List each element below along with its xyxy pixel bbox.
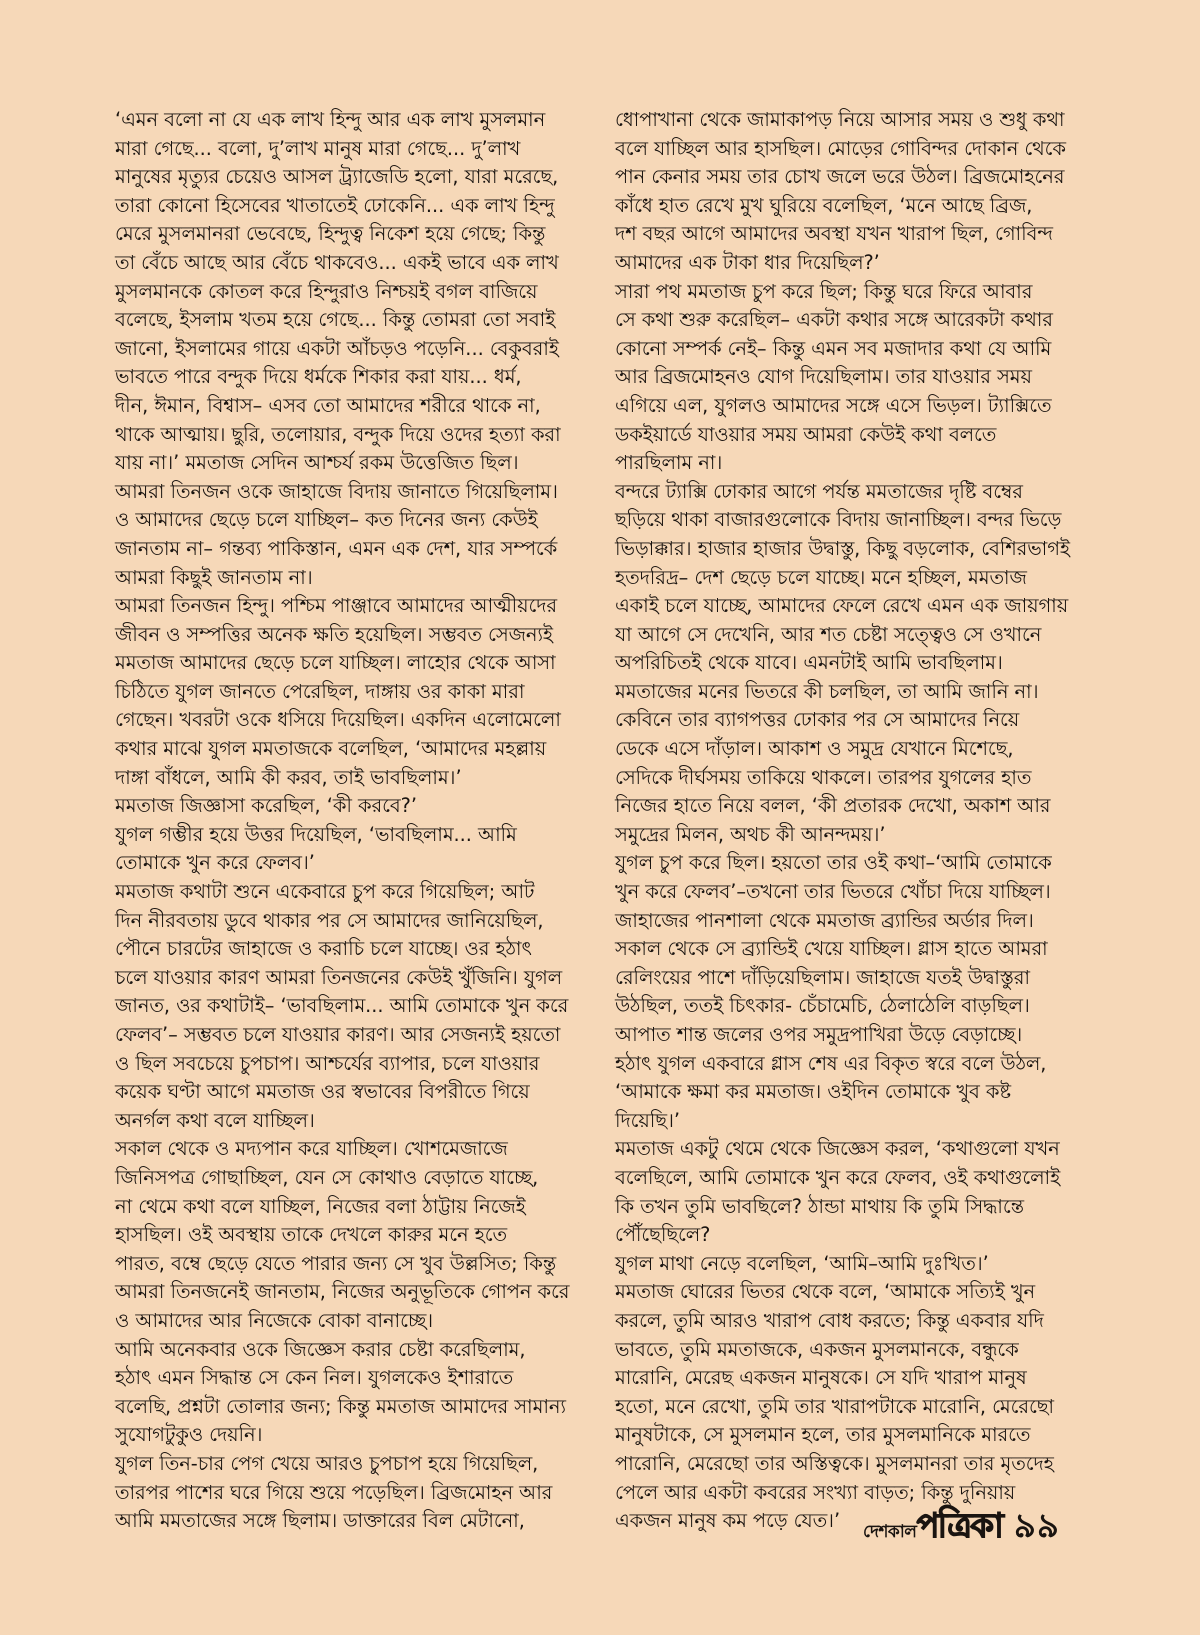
text-line: ভাবতে পারে বন্দুক দিয়ে ধর্মকে শিকার করা যায়... ধর্ম, — [115, 365, 522, 389]
text-line: মুসলমানকে কোতল করে হিন্দুরাও নিশ্চয়ই বগল বাজিয়ে — [115, 279, 538, 303]
text-line: আমি মমতাজের সঙ্গে ছিলাম। ডাক্তারের বিল মেটানো, — [115, 1509, 525, 1533]
text-line: মারা গেছে... বলো, দু’লাখ মানুষ মারা গেছে... দু’লাখ — [115, 136, 521, 160]
text-line: ভিড়াক্কার। হাজার হাজার উদ্বাস্তু, কিছু বড়লোক, বেশিরভাগই — [615, 536, 1070, 560]
text-line: হঠাৎ এমন সিদ্ধান্ত সে কেন নিল। যুগলকেও ইশারাতে — [115, 1366, 514, 1390]
text-line: তারা কোনো হিসেবের খাতাতেই ঢোকেনি... এক লাখ হিন্দু — [115, 193, 555, 217]
text-line: খুন করে ফেলব’–তখনো তার ভিতরে খোঁচা দিয়ে যাচ্ছিল। — [615, 880, 1051, 904]
text-line: পেলে আর একটা কবরের সংখ্যা বাড়ত; কিন্তু দুনিয়ায় — [615, 1480, 1016, 1504]
logo-big-text: পত্রিকা — [916, 1506, 1002, 1546]
text-line: চলে যাওয়ার কারণ আমরা তিনজনের কেউই খুঁজিনি। যুগল — [115, 965, 563, 989]
text-line: মমতাজ আমাদের ছেড়ে চলে যাচ্ছিল। লাহোর থেকে আসা — [115, 651, 556, 675]
text-line: অপরিচিতই থেকে যাবে। এমনটাই আমি ভাবছিলাম। — [615, 651, 1003, 675]
text-line: মারোনি, মেরেছ একজন মানুষকে। সে যদি খারাপ মানুষ — [615, 1366, 1027, 1390]
text-line: অনর্গল কথা বলে যাচ্ছিল। — [115, 1108, 315, 1132]
text-line: ‘আমাকে ক্ষমা কর মমতাজ। ওইদিন তোমাকে খুব কষ্ট — [615, 1080, 1011, 1104]
text-line: যুগল গম্ভীর হয়ে উত্তর দিয়েছিল, ‘ভাবছিলাম... আমি — [115, 822, 517, 846]
text-line: জানো, ইসলামের গায়ে একটা আঁচড়ও পড়েনি... বেকুবরাই — [115, 336, 559, 360]
text-line: যুগল মাথা নেড়ে বলেছিল, ‘আমি–আমি দুঃখিত।’ — [615, 1251, 989, 1275]
text-line: আমরা তিনজন হিন্দু। পশ্চিম পাঞ্জাবে আমাদের আত্মীয়দের — [115, 594, 557, 618]
text-line: পারছিলাম না। — [615, 451, 723, 475]
text-line: মমতাজ কথাটা শুনে একেবারে চুপ করে গিয়েছিল; আট — [115, 880, 535, 904]
text-line: তোমাকে খুন করে ফেলব।’ — [115, 851, 315, 875]
text-line: নিজের হাতে নিয়ে বলল, ‘কী প্রতারক দেখো, অকাশ আর — [615, 794, 1051, 818]
text-line: ও আমাদের আর নিজেকে বোকা বানাচ্ছে। — [115, 1308, 434, 1332]
text-line: আমাদের এক টাকা ধার দিয়েছিল?’ — [615, 250, 880, 274]
text-line: তারপর পাশের ঘরে গিয়ে শুয়ে পড়েছিল। ব্রিজমোহন আর — [115, 1480, 553, 1504]
text-line: দাঙ্গা বাঁধলে, আমি কী করব, তাই ভাবছিলাম।’ — [115, 765, 462, 789]
text-line: এগিয়ে এল, যুগলও আমাদের সঙ্গে এসে ভিড়ল। ট্যাক্সিতে — [615, 393, 1052, 417]
text-line: আমরা তিনজন ওকে জাহাজে বিদায় জানাতে গিয়েছিলাম। — [115, 479, 558, 503]
text-line: থাকে আত্মায়। ছুরি, তলোয়ার, বন্দুক দিয়ে ওদের হত্যা করা — [115, 422, 561, 446]
text-line: হতদরিদ্র– দেশ ছেড়ে চলে যাচ্ছে। মনে হচ্ছিল, মমতাজ — [615, 565, 1027, 589]
text-line: কাঁধে হাত রেখে মুখ ঘুরিয়ে বলেছিল, ‘মনে আছে ব্রিজ, — [615, 193, 1033, 217]
text-line: দিয়েছি।’ — [615, 1108, 680, 1132]
text-line: ধোপাখানা থেকে জামাকাপড় নিয়ে আসার সময় ও শুধু কথা — [615, 108, 1065, 131]
text-line: না থেমে কথা বলে যাচ্ছিল, নিজের বলা ঠাট্টায় নিজেই — [115, 1194, 526, 1218]
text-line: পারত, বম্বে ছেড়ে যেতে পারার জন্য সে খুব উল্লসিত; কিন্তু — [115, 1251, 557, 1275]
text-line: হাসছিল। ওই অবস্থায় তাকে দেখলে কারুর মনে হতে — [115, 1223, 507, 1247]
text-line: চিঠিতে যুগল জানতে পেরেছিল, দাঙ্গায় ওর কাকা মারা — [115, 679, 525, 703]
text-line: যুগল তিন-চার পেগ খেয়ে আরও চুপচাপ হয়ে গিয়েছিল, — [115, 1451, 539, 1475]
text-line: যুগল চুপ করে ছিল। হয়তো তার ওই কথা–‘আমি তোমাকে — [615, 851, 1052, 875]
text-line: জিনিসপত্র গোছাচ্ছিল, যেন সে কোথাও বেড়াতে যাচ্ছে, — [115, 1165, 539, 1189]
text-line: বলেছিলে, আমি তোমাকে খুন করে ফেলব, ওই কথাগুলোই — [615, 1165, 1061, 1189]
text-line: করলে, তুমি আরও খারাপ বোধ করতে; কিন্তু একবার যদি — [615, 1308, 1044, 1332]
text-line: আমরা কিছুই জানতাম না। — [115, 565, 313, 589]
text-line: ফেলব’– সম্ভবত চলে যাওয়ার কারণ। আর সেজন্যই হয়তো — [115, 1023, 561, 1046]
text-line: মমতাজ জিজ্ঞাসা করেছিল, ‘কী করবে?’ — [115, 794, 417, 818]
text-line: উঠছিল, ততই চিৎকার- চেঁচামেচি, ঠেলাঠেলি বাড়ছিল। — [615, 994, 1030, 1018]
text-line: পান কেনার সময় তার চোখ জলে ভরে উঠল। ব্রিজমোহনের — [615, 165, 1065, 189]
text-line: কোনো সম্পর্ক নেই– কিন্তু এমন সব মজাদার কথা যে আমি — [615, 336, 1052, 360]
text-line: গেছেন। খবরটা ওকে ধসিয়ে দিয়েছিল। একদিন এলোমেলো — [115, 708, 561, 732]
text-line: মমতাজ ঘোরের ভিতর থেকে বলে, ‘আমাকে সত্যিই খুন — [615, 1280, 1036, 1304]
text-line: হঠাৎ যুগল একবারে গ্লাস শেষ এর বিকৃত স্বরে বলে উঠল, — [615, 1051, 1047, 1075]
text-line: কি তখন তুমি ভাবছিলে? ঠান্ডা মাথায় কি তুমি সিদ্ধান্তে — [615, 1194, 1024, 1218]
text-line: দশ বছর আগে আমাদের অবস্থা যখন খারাপ ছিল, গোবিন্দ — [615, 222, 1053, 246]
text-line: যায় না।’ মমতাজ সেদিন আশ্চর্য রকম উত্তেজিত ছিল। — [115, 451, 519, 475]
text-line: ছড়িয়ে থাকা বাজারগুলোকে বিদায় জানাচ্ছিল। বন্দর ভিড়ে — [615, 508, 1062, 532]
text-line: ডেকে এসে দাঁড়াল। আকাশ ও সমুদ্র যেখানে মিশেছে, — [615, 737, 1014, 761]
text-line: সমুদ্রের মিলন, অথচ কী আনন্দময়।’ — [615, 822, 886, 846]
text-line: কথার মাঝে যুগল মমতাজকে বলেছিল, ‘আমাদের মহল্লায় — [115, 737, 547, 761]
logo-small-text: দেশকাল — [863, 1522, 917, 1542]
text-line: আর ব্রিজমোহনও যোগ দিয়েছিলাম। তার যাওয়ার সময় — [615, 365, 1032, 389]
page-number: ৯৯ — [1013, 1506, 1060, 1546]
text-line: পৌনে চারটের জাহাজে ও করাচি চলে যাচ্ছে। ওর হঠাৎ — [115, 937, 532, 961]
text-line: সারা পথ মমতাজ চুপ করে ছিল; কিন্তু ঘরে ফিরে আবার — [615, 279, 1033, 303]
text-line: পৌঁছেছিলে? — [615, 1223, 711, 1247]
text-line: ভাবতে, তুমি মমতাজকে, একজন মুসলমানকে, বন্ধুকে — [615, 1337, 1019, 1361]
text-line: পারোনি, মেরেছো তার অস্তিত্বকে। মুসলমানরা তার মৃতদেহ — [615, 1451, 1054, 1475]
text-line: কেবিনে তার ব্যাগপত্তর ঢোকার পর সে আমাদের নিয়ে — [615, 708, 1020, 732]
text-line: মানুষের মৃত্যুর চেয়েও আসল ট্র্যাজেডি হলো, যারা মরেছে, — [115, 165, 559, 189]
text-line: জাহাজের পানশালা থেকে মমতাজ ব্র্যান্ডির অর্ডার দিল। — [615, 908, 1034, 932]
article-column-right — [615, 106, 1080, 1536]
text-line: বলেছে, ইসলাম খতম হয়ে গেছে... কিন্তু তোমরা তো সবাই — [115, 308, 556, 332]
text-line: ও ছিল সবচেয়ে চুপচাপ। আশ্চর্যের ব্যাপার, চলে যাওয়ার — [115, 1051, 540, 1075]
text-line: কয়েক ঘণ্টা আগে মমতাজ ওর স্বভাবের বিপরীতে গিয়ে — [115, 1080, 530, 1104]
magazine-logo — [863, 1500, 1002, 1557]
text-line: সে কথা শুরু করেছিল– একটা কথার সঙ্গে আরেকটা কথার — [615, 308, 1053, 332]
text-line: দিন নীরবতায় ডুবে থাকার পর সে আমাদের জানিয়েছিল, — [115, 908, 544, 932]
text-line: আমরা তিনজনেই জানতাম, নিজের অনুভূতিকে গোপন করে — [115, 1280, 570, 1304]
text-line: মমতাজের মনের ভিতরে কী চলছিল, তা আমি জানি না। — [615, 679, 1039, 703]
text-line: যা আগে সে দেখেনি, আর শত চেষ্টা সত্ত্বেও সে ওখানে — [615, 622, 1042, 646]
text-line: আমি অনেকবার ওকে জিজ্ঞেস করার চেষ্টা করেছিলাম, — [115, 1337, 526, 1361]
text-line: দীন, ঈমান, বিশ্বাস– এসব তো আমাদের শরীরে থাকে না, — [115, 393, 541, 417]
text-line: সুযোগটুকুও দেয়নি। — [115, 1423, 263, 1447]
text-line: ও আমাদের ছেড়ে চলে যাচ্ছিল– কত দিনের জন্য কেউই — [115, 508, 538, 532]
text-line: জানতাম না– গন্তব্য পাকিস্তান, এমন এক দেশ, যার সম্পর্কে — [115, 536, 558, 560]
text-line: আপাত শান্ত জলের ওপর সমুদ্রপাখিরা উড়ে বেড়াচ্ছে। — [615, 1023, 1023, 1046]
page-footer — [863, 1500, 1060, 1557]
text-line: ডকইয়ার্ডে যাওয়ার সময় আমরা কেউই কথা বলতে — [615, 422, 997, 446]
text-line: রেলিংয়ের পাশে দাঁড়িয়েছিলাম। জাহাজে যতই উদ্বাস্তুরা — [615, 965, 1030, 989]
text-line: হতো, মনে রেখো, তুমি তার খারাপটাকে মারোনি, মেরেছো — [615, 1394, 1055, 1418]
article-column-left — [115, 106, 580, 1536]
text-line: সেদিকে দীর্ঘসময় তাকিয়ে থাকলে। তারপর যুগলের হাত — [615, 765, 1032, 789]
text-line: মমতাজ একটু থেমে থেকে জিজ্ঞেস করল, ‘কথাগুলো যখন — [615, 1137, 1060, 1161]
text-line: তা বেঁচে আছে আর বেঁচে থাকবেও... একই ভাবে এক লাখ — [115, 250, 559, 274]
text-line: বন্দরে ট্যাক্সি ঢোকার আগে পর্যন্ত মমতাজের দৃষ্টি বম্বের — [615, 479, 1023, 503]
text-line: সকাল থেকে সে ব্র্যান্ডিই খেয়ে যাচ্ছিল। গ্লাস হাতে আমরা — [615, 937, 1048, 961]
text-line: ‘এমন বলো না যে এক লাখ হিন্দু আর এক লাখ মুসলমান — [115, 108, 546, 131]
text-line: একজন মানুষ কম পড়ে যেত।’ — [615, 1509, 841, 1533]
text-line: সকাল থেকে ও মদ্যপান করে যাচ্ছিল। খোশমেজাজে — [115, 1137, 508, 1161]
text-line: মেরে মুসলমানরা ভেবেছে, হিন্দুত্ব নিকেশ হয়ে গেছে; কিন্তু — [115, 222, 546, 246]
text-line: মানুষটাকে, সে মুসলমান হলে, তার মুসলমানিকে মারতে — [615, 1423, 1031, 1447]
text-line: বলেছি, প্রশ্নটা তোলার জন্য; কিন্তু মমতাজ আমাদের সামান্য — [115, 1394, 567, 1418]
text-line: একাই চলে যাচ্ছে, আমাদের ফেলে রেখে এমন এক জায়গায় — [615, 594, 1069, 618]
text-line: বলে যাচ্ছিল আর হাসছিল। মোড়ের গোবিন্দর দোকান থেকে — [615, 136, 1066, 160]
text-line: জানত, ওর কথাটাই– ‘ভাবছিলাম... আমি তোমাকে খুন করে — [115, 994, 569, 1018]
text-line: জীবন ও সম্পত্তির অনেক ক্ষতি হয়েছিল। সম্ভবত সেজন্যই — [115, 622, 553, 646]
